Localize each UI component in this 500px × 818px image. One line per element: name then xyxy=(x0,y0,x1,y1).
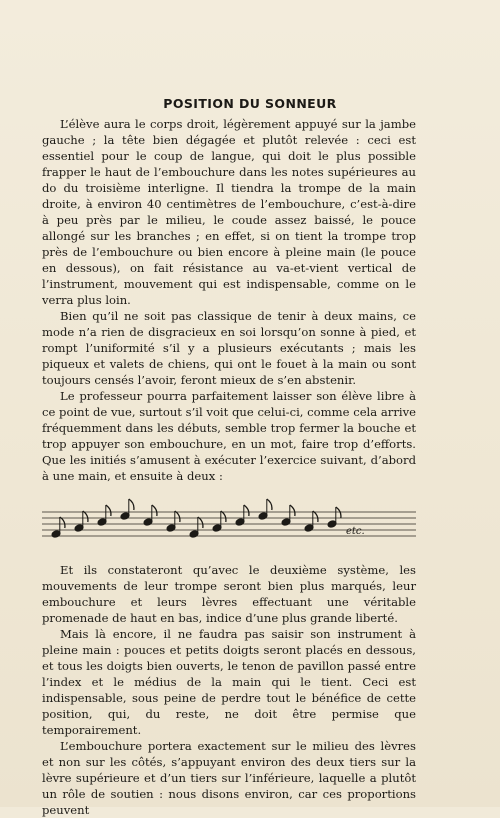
paragraph-4: Et ils constateront qu’avec le deuxième système, les mouvements de leur trompe seront bien plus marqués, leur embouchure et leurs lèvres effectuant une véritable promenade de haut en bas, indice d’une plus grande liberté. xyxy=(42,563,416,625)
note-flag xyxy=(290,505,295,516)
note-flag xyxy=(175,511,180,522)
note-flag xyxy=(106,505,111,516)
paragraph-2: Bien qu’il ne soit pas classique de tenir à deux mains, ce mode n’a rien de disgracieux en soi lorsqu’on sonne à pied, et rompt l’uniformité s’il y a plusieurs exécutants ; mais les piqueux et valets de chiens, qui ont le fouet à la main ou sont toujours censés l’avoir, feront mieux de s’en abstenir. xyxy=(42,309,416,387)
note-flag xyxy=(129,499,134,510)
music-staff-svg xyxy=(42,490,416,554)
note-flag xyxy=(313,511,318,522)
music-staff xyxy=(42,490,416,554)
note-flag xyxy=(152,505,157,516)
note-flag xyxy=(60,517,65,528)
note-flag xyxy=(244,505,249,516)
paragraph-3: Le professeur pourra parfaitement laisser son élève libre à ce point de vue, surtout s’il voit que celui-ci, comme cela arrive fréquemment dans les débuts, semble trop fermer la bouche et trop appuyer son embouchure, en un mot, faire trop d’efforts. Que les initiés s’amusent à exécuter l’exercice suivant, d’abord à une main, et ensuite à deux : xyxy=(42,389,416,483)
note-flag xyxy=(267,499,272,510)
note-flag xyxy=(83,511,88,522)
paragraph-1: L’élève aura le corps droit, légèrement appuyé sur la jambe gauche ; la tête bien dégagée et plutôt relevée : ceci est essentiel pour le coup de langue, qui doit le plus possible frapper le haut de l’embouchure dans les notes supérieures au do du troisième interligne. Il tiendra la trompe de la main droite, à environ 40 centimètres de l’embouchure, c’est-à-dire à peu près par le milieu, le coude assez baissé, le pouce allongé sur les branches ; en effet, si on tient la trompe trop près de l’embouchure ou bien encore à pleine main (le pouce en dessous), on fait résistance au va-et-vient vertical de l’instrument, mouvement qui est indispensable, comme on le verra plus loin. xyxy=(42,117,416,307)
paragraph-6: L’embouchure portera exactement sur le milieu des lèvres et non sur les côtés, s’appuyant environ des deux tiers sur la lèvre supérieure et d’un tiers sur l’inférieure, laquelle a plutôt un rôle de soutien : nous disons environ, car ces proportions peuvent xyxy=(42,739,416,817)
note-flag xyxy=(221,511,226,522)
page-title: POSITION DU SONNEUR xyxy=(163,96,337,111)
body-text xyxy=(42,116,416,818)
note-flag xyxy=(198,517,203,528)
note-flag xyxy=(336,507,341,518)
paragraph-5: Mais là encore, il ne faudra pas saisir son instrument à pleine main : pouces et petits doigts seront placés en dessous, et tous les doigts bien ouverts, le tenon de pavillon passé entre l’index et le médius de la main qui le tient. Ceci est indispensable, sous peine de perdre tout le bénéfice de cette position, qui, du reste, ne doit être permise que temporairement. xyxy=(42,627,416,737)
music-etc: etc. xyxy=(346,526,365,537)
